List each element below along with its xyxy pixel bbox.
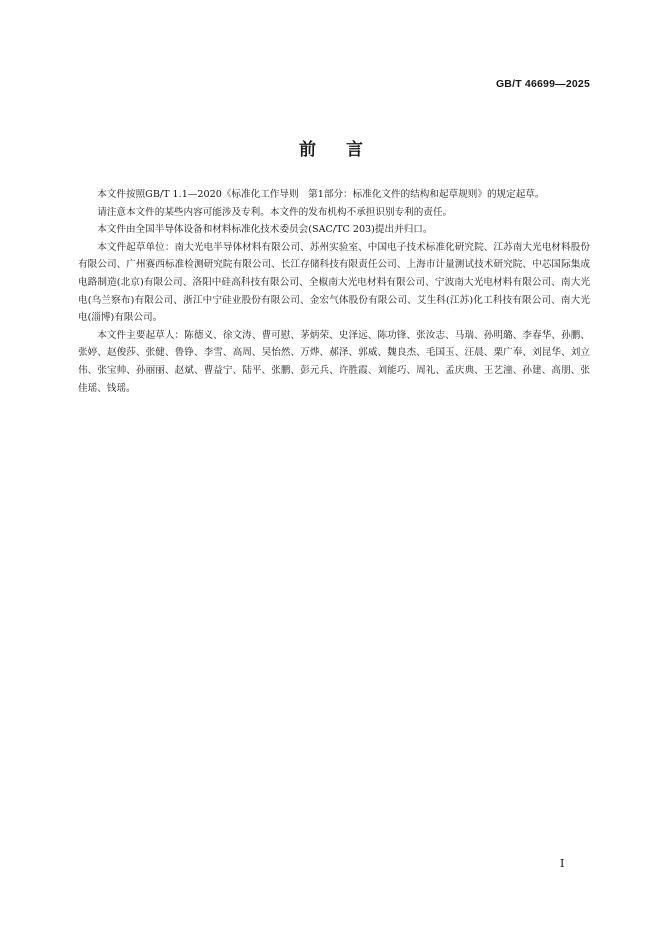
standard-number: GB/T 46699—2025 <box>495 78 590 90</box>
paragraph-committee: 本文件由全国半导体设备和材料标准化技术委员会(SAC/TC 203)提出并归口。 <box>97 224 433 236</box>
paragraph-drafting-rules: 本文件按照GB/T 1.1—2020《标准化工作导则 第1部分：标准化文件的结构和起草规则》的规定起草。 <box>97 189 545 200</box>
paragraph-drafters: 本文件主要起草人：陈德义、徐文涛、曹可慰、茅炳荣、史泽远、陈功锋、张汝志、马瑞、孙明璐、李春华、孙鹏、张婷、赵俊莎、张健、鲁铮、李雪、高周、吴怡然、万烨、郝泽、郭威、魏良杰、毛国玉、汪晨、栗广奉、刘昆华、刘立伟、张宝帅、孙丽丽、赵斌、曹益宁、陆平、张鹏、彭元兵、许胜霞、刘能巧、周礼、孟庆典、王艺潼、孙建、高朋、张佳瑶、钱瑶。 <box>78 329 590 394</box>
page-number: I <box>560 857 565 870</box>
paragraph-patent-notice: 请注意本文件的某些内容可能涉及专利。本文件的发布机构不承担识别专利的责任。 <box>97 206 453 218</box>
foreword-body <box>78 186 590 397</box>
page-title: 前言 <box>299 140 393 160</box>
paragraph-drafting-units: 本文件起草单位：南大光电半导体材料有限公司、苏州实验室、中国电子技术标准化研究院、江苏南大光电材料股份有限公司、广州赛西标准检测研究院有限公司、长江存储科技有限责任公司、上海市计量测试技术研究院、中芯国际集成电路制造(北京)有限公司、洛阳中硅高科技有限公司、全椒南大光电材料有限公司、宁波南大光电材料有限公司、南大光电(乌兰察布)有限公司、浙江中宁硅业股份有限公司、金宏气体股份有限公司、艾生科(江苏)化工科技有限公司、南大光电(淄博)有限公司。 <box>78 241 590 324</box>
